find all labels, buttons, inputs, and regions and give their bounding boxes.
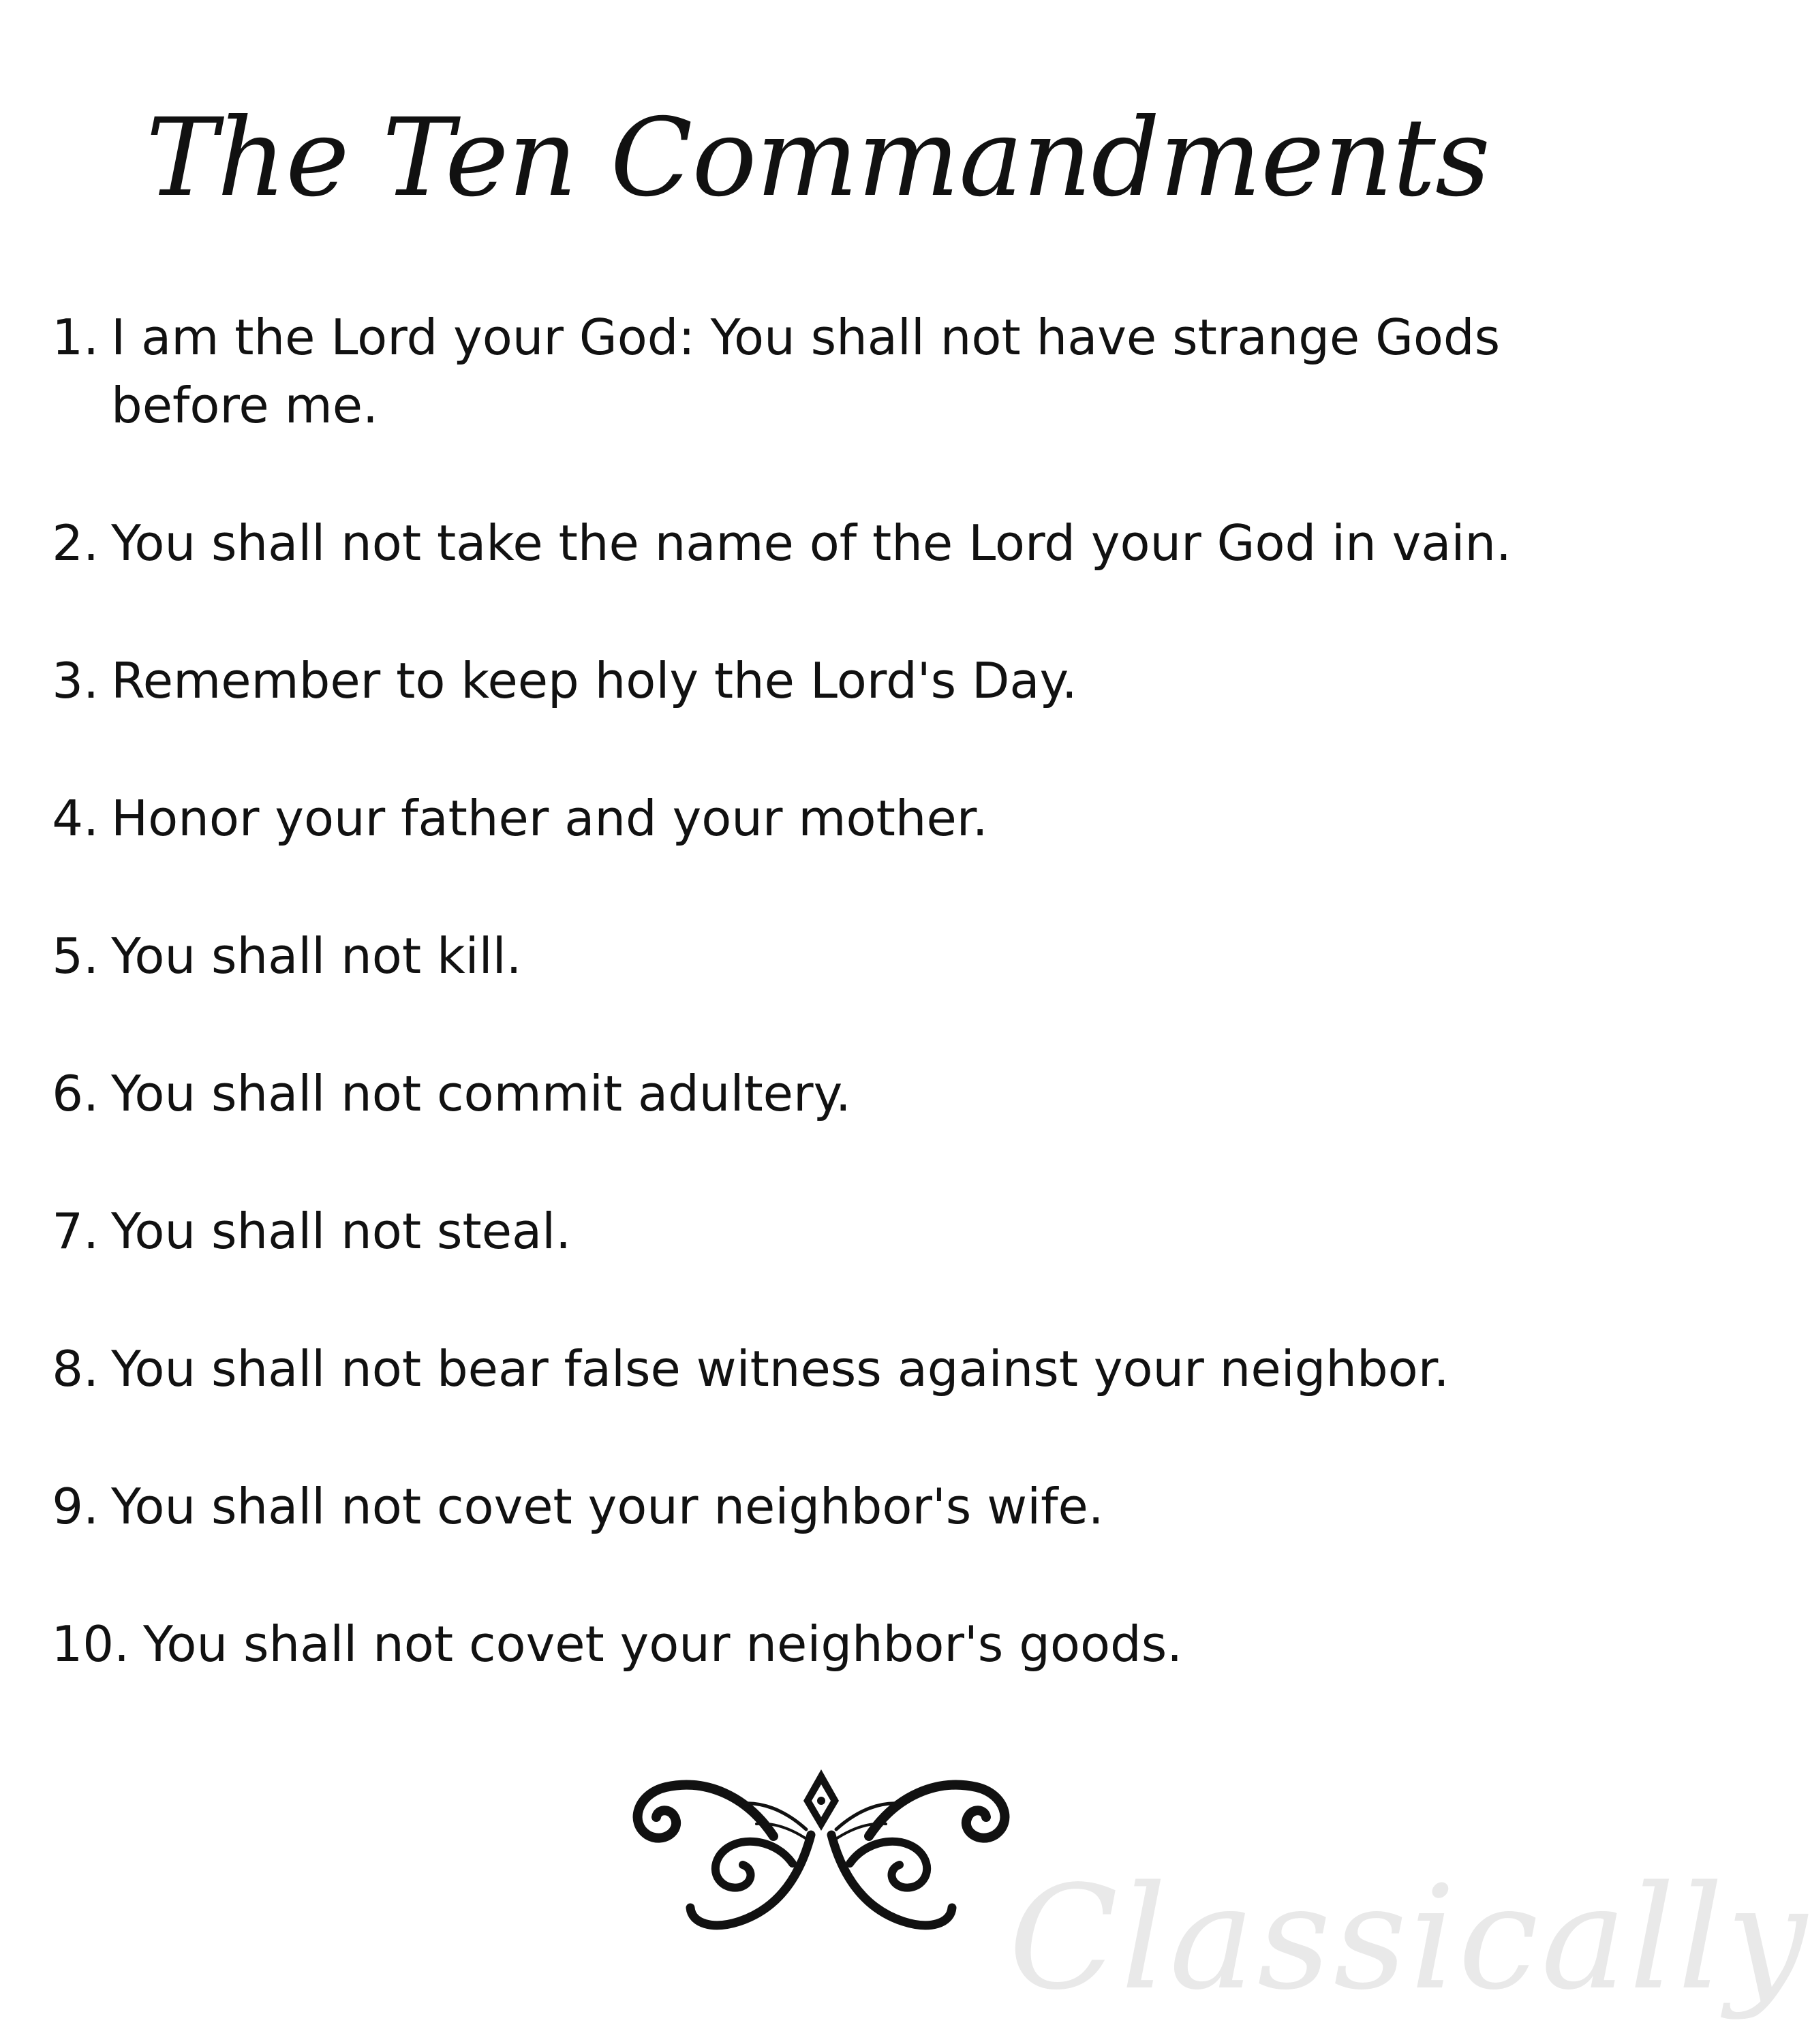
page-title: The Ten Commandments [146,95,1490,221]
item-text: Honor your father and your mother. [111,790,988,847]
list-item [40,303,1607,439]
list-item [40,1472,1607,1540]
list-item [40,1059,1607,1128]
item-text: Remember to keep holy the Lord's Day. [111,652,1077,709]
item-text: You shall not covet your neighbor's wife. [111,1478,1104,1535]
list-item [40,509,1607,577]
commandments-list [40,303,1607,1678]
list-item [40,1610,1607,1678]
item-number: 6. [52,1065,99,1122]
item-number: 1. [52,309,99,366]
item-text: You shall not commit adultery. [111,1065,851,1122]
item-number: 5. [52,927,99,985]
item-number: 4. [52,790,99,847]
item-text: I am the Lord your God: You shall not have strange Gods before me. [111,309,1501,434]
item-text: You shall not bear false witness against your neighbor. [111,1340,1449,1397]
item-number: 9. [52,1478,99,1535]
watermark-text: Classically [1009,1855,1810,2022]
list-item [40,1335,1607,1403]
item-number: 7. [52,1203,99,1260]
item-text: You shall not steal. [111,1203,571,1260]
item-number: 10. [51,1615,129,1673]
item-number: 3. [52,652,99,709]
item-number: 2. [52,514,99,572]
flourish-ornament-icon [610,1754,1032,1945]
item-number: 8. [52,1340,99,1397]
list-item [40,647,1607,715]
item-text: You shall not kill. [111,927,522,985]
list-item [40,922,1607,990]
list-item [40,784,1607,852]
item-text: You shall not take the name of the Lord your God in vain. [111,514,1512,572]
item-text: You shall not covet your neighbor's goods. [143,1615,1183,1673]
list-item [40,1197,1607,1265]
